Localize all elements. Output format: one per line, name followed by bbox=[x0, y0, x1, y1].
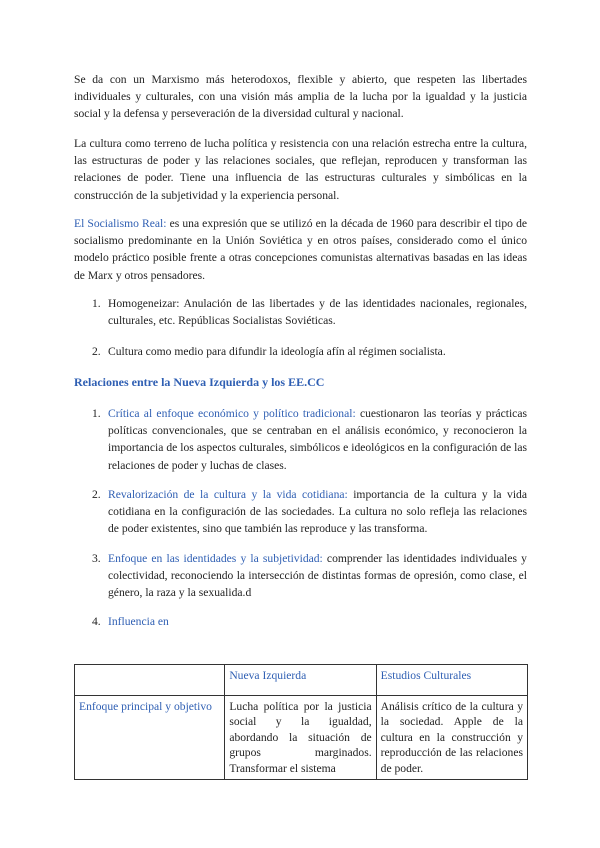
list-item-text bbox=[108, 613, 527, 630]
comparison-table bbox=[74, 664, 528, 780]
list-item-term: Enfoque en las identidades y la subjetividad: bbox=[108, 552, 323, 565]
socialismo-real-definition: es una expresión que se utilizó en la década de 1960 para describir el tipo de socialismo predominante en la Unión Soviética y en otros países, considerado como el único modelo práctico posible frente a otras concepciones comunistas alternativas basadas en las ideas de Marx y otros pensadores. bbox=[74, 217, 528, 282]
paragraph-cultura: La cultura como terreno de lucha política y resistencia con una relación estrecha entre la cultura, las estructuras de poder y las relaciones sociales, que reflejan, reproducen y transforman las relaciones de poder. Tiene una influencia de las estructuras culturales y simbólicas en la construcción de la subjetividad y la experiencia personal. bbox=[74, 137, 527, 202]
list-item-text: Cultura como medio para difundir la ideología afín al régimen socialista. bbox=[108, 345, 446, 358]
list-item-text: Homogeneizar: Anulación de las libertades y de las identidades nacionales, regionales, culturales, etc. Repúblicas Socialistas Soviéticas. bbox=[108, 297, 527, 328]
list-item bbox=[92, 405, 527, 474]
table-header-cell bbox=[75, 665, 225, 696]
list-item-term: Influencia en bbox=[108, 615, 169, 628]
list-item-term: Crítica al enfoque económico y político tradicional: bbox=[108, 407, 356, 420]
term-socialismo-real: El Socialismo Real: bbox=[74, 217, 167, 230]
list-number: 1. bbox=[92, 297, 101, 310]
list-item bbox=[92, 613, 527, 630]
list-item bbox=[92, 486, 527, 538]
table-cell: Análisis crítico de la cultura y la sociedad. Apple de la cultura en la construcción y reproducción de las relaciones de poder. bbox=[376, 696, 527, 780]
list-number: 3. bbox=[92, 552, 101, 565]
paragraph-marxismo: Se da con un Marxismo más heterodoxos, flexible y abierto, que respeten las libertades individuales y culturales, con una visión más amplia de la lucha por la igualdad y la justicia social y la defensa y perseveración de la diversidad cultural y nacional. bbox=[74, 73, 527, 121]
table-cell: Lucha política por la justicia social y la igualdad, abordando la situación de grupos marginados. Transformar el sistema bbox=[225, 696, 376, 780]
list-number: 2. bbox=[92, 488, 101, 501]
list-item-description: importancia de la cultura y la vida cotidiana en la configuración de las sociedades. La cultura no solo refleja las relaciones de poder existentes, sino que también las reproduce y las transforma. bbox=[108, 488, 527, 536]
table-header-cell: Estudios Culturales bbox=[376, 665, 527, 696]
list-number: 1. bbox=[92, 407, 101, 420]
list-item-text bbox=[108, 405, 527, 474]
list-item-text bbox=[108, 486, 527, 538]
paragraph-socialismo-real bbox=[74, 215, 527, 284]
list-item-description: comprender las identidades individuales y colectividad, reconociendo la intersección de distintas formas de opresión, como clase, el género, la raza y la sexualida.d bbox=[108, 552, 527, 600]
list-number: 2. bbox=[92, 345, 101, 358]
table-row-label: Enfoque principal y objetivo bbox=[75, 696, 225, 780]
list-item bbox=[92, 550, 527, 602]
table-row bbox=[75, 696, 528, 780]
list-number: 4. bbox=[92, 615, 101, 628]
list-item-term: Revalorización de la cultura y la vida cotidiana: bbox=[108, 488, 348, 501]
table-header-row bbox=[75, 665, 528, 696]
table-header-cell: Nueva Izquierda bbox=[225, 665, 376, 696]
list-item bbox=[92, 343, 527, 360]
list-item bbox=[92, 295, 527, 329]
list-item-description: cuestionaron las teorías y prácticas políticas convencionales, que se centraban en el análisis económico, y reconocieron la importancia de los aspectos culturales, simbólicos e ideológicos en la configuración de las relaciones de poder y luchas de clases. bbox=[108, 407, 527, 472]
section-heading: Relaciones entre la Nueva Izquierda y los EE.CC bbox=[74, 375, 325, 389]
list-item-text bbox=[108, 550, 527, 602]
